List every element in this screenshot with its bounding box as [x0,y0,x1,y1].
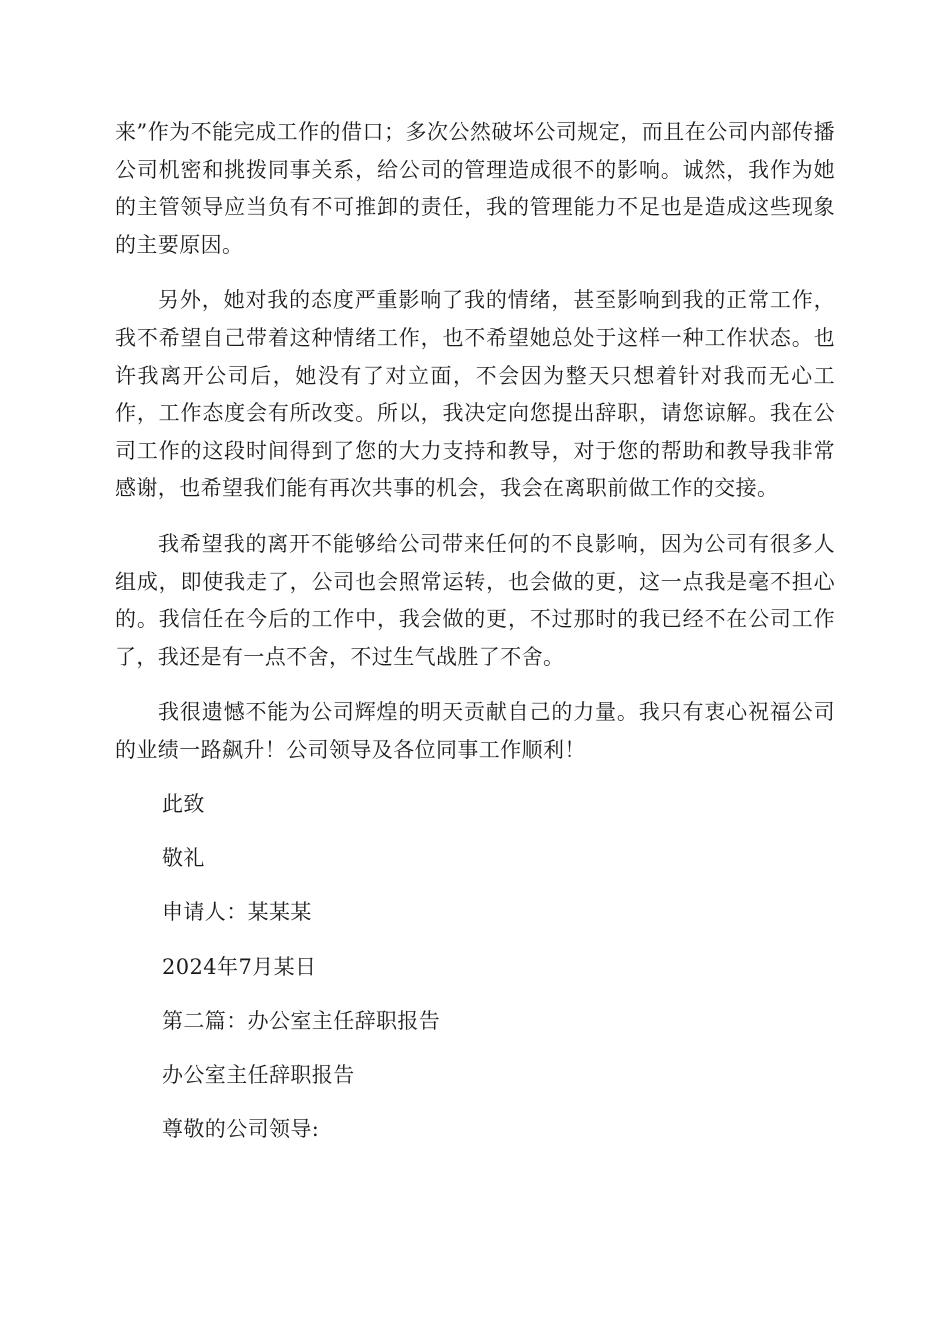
paragraph-2: 另外，她对我的态度严重影响了我的情绪，甚至影响到我的正常工作，我不希望自己带着这种情绪工作，也不希望她总处于这样一种工作状态。也许我离开公司后，她没有了对立面，不会因为整天只想着针对我而无心工作，工作态度会有所改变。所以，我决定向您提出辞职，请您谅解。我在公司工作的这段时间得到了您的大力支持和教导，对于您的帮助和教导我非常感谢，也希望我们能有再次共事的机会，我会在离职前做工作的交接。 [115,288,835,501]
letter-date: 2024年7月某日 [162,954,317,979]
paragraph-1: 来”作为不能完成工作的借口；多次公然破坏公司规定，而且在公司内部传播公司机密和挑拨同事关系，给公司的管理造成很不的影响。诚然，我作为她的主管领导应当负有不可推卸的责任，我的管理能力不足也是造成这些现象的主要原因。 [115,120,835,257]
report-title: 办公室主任辞职报告 [162,1063,355,1088]
paragraph-3: 我希望我的离开不能够给公司带来任何的不良影响，因为公司有很多人组成，即使我走了，公司也会照常运转，也会做的更，这一点我是毫不担心的。我信任在今后的工作中，我会做的更，不过那时的我已经不在公司工作了，我还是有一点不舍，不过生气战胜了不舍。 [115,531,835,669]
section-heading: 第二篇：办公室主任辞职报告 [162,1008,441,1033]
applicant-name: 申请人：某某某 [162,900,312,925]
document-page [115,114,835,1149]
closing-salutation: 此致 [162,792,205,817]
greeting-line: 尊敬的公司领导: [162,1117,320,1142]
paragraph-4: 我很遗憾不能为公司辉煌的明天贡献自己的力量。我只有衷心祝福公司的业绩一路飙升！公司领导及各位同事工作顺利！ [115,700,835,762]
closing-regards: 敬礼 [162,846,205,871]
